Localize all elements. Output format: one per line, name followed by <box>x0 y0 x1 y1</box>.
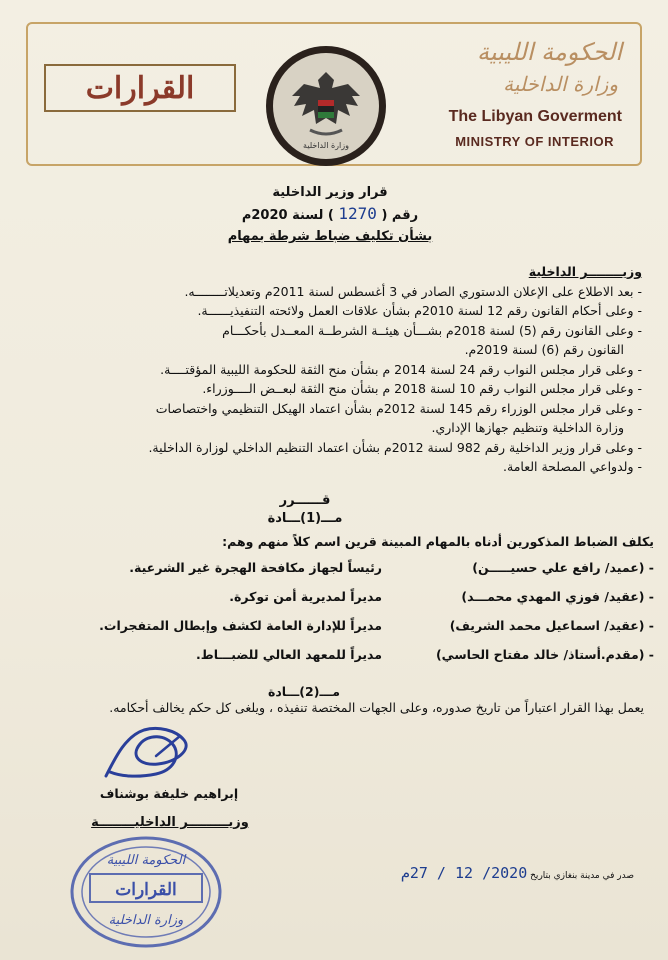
preamble-line: - ولدواعي المصلحة العامة. <box>503 459 642 474</box>
officer-name: - (مقدم.أستاذ/ خالد مفتاح الحاسي) <box>435 647 654 662</box>
preamble <box>26 262 642 477</box>
officer-name: - (عميد/ رافع علي حسيـــــن) <box>472 560 654 575</box>
preamble-line: - وعلى قرار مجلس النواب رقم 24 لسنة 2014 م بشأن منح الثقة للحكومة الليبية المؤقتــــة. <box>160 361 642 377</box>
decides-heading <box>250 492 360 528</box>
article-2-heading: مـــ(2)ـــادة <box>268 684 341 699</box>
decree-number: 1270 <box>338 204 377 223</box>
emblem-text: وزارة الداخلية <box>303 141 349 150</box>
officer-name: - (عقيد/ فوزي المهدي محمـــد) <box>461 589 654 604</box>
preamble-line: - وعلى قرار مجلس الوزراء رقم 145 لسنة 2012م بشأن اعتماد الهيكل التنظيمي واختصاصات <box>155 400 642 416</box>
assignment-text: يكلف الضباط المذكورين أدناه بالمهام المبينة قرين اسم كلاً منهم وهم: <box>222 534 654 549</box>
officer-role: مديراً لمديرية أمن توكرة. <box>229 589 382 604</box>
stamp-center-text: القرارات <box>115 880 177 900</box>
officer-role: مديراً للإدارة العامة لكشف وإبطال المتفجرات. <box>99 618 382 633</box>
signer-title: وزيـــــــــر الداخليــــــــة <box>91 815 249 830</box>
officer-row <box>14 647 654 676</box>
signature-icon <box>96 716 208 788</box>
preamble-heading: وزيــــــــر الداخلية <box>528 264 642 279</box>
signer-name: إبراهيم خليفة بوشناف <box>99 786 239 801</box>
decree-number-suffix: ) لسنة 2020م <box>241 208 334 223</box>
stamp-top-text: الحكومة الليبية <box>106 853 186 868</box>
decides-word: قــــــرر <box>279 493 331 508</box>
gov-name-ar: الحكومة الليبية <box>477 38 622 66</box>
libyan-emblem-icon <box>264 44 388 168</box>
decree-subject: بشأن تكليف ضباط شرطة بمهام <box>227 229 433 244</box>
preamble-line: - بعد الاطلاع على الإعلان الدستوري الصادر في 3 أغسطس لسنة 2011م وتعديلاتــــــــه. <box>184 283 642 299</box>
decree-number-prefix: رقم ( <box>381 208 419 223</box>
decree-title-line: قرار وزير الداخلية <box>272 185 388 200</box>
issue-date-prefix: صدر في مدينة بنغازي بتاريخ <box>530 871 634 881</box>
effect-text: يعمل بهذا القرار اعتباراً من تاريخ صدوره، وعلى الجهات المختصة تنفيذه ، ويلغى كل حكم يخالف أحكامه. <box>109 700 644 715</box>
article-1-heading: مـــ(1)ـــادة <box>267 511 343 526</box>
preamble-line: - وعلى قرار مجلس النواب رقم 10 لسنة 2018 م بشأن منح الثقة لبعــض الــــوزراء. <box>202 381 642 396</box>
preamble-line: وزارة الداخلية وتنظيم جهازها الإداري. <box>431 420 624 435</box>
gov-name-en: The Libyan Goverment <box>448 108 622 125</box>
decree-number-line <box>200 203 460 226</box>
officer-role: مديراً للمعهد العالي للضبـــاط. <box>196 647 382 662</box>
decisions-label-box <box>44 64 236 112</box>
officer-row <box>14 618 654 647</box>
issue-date: 2020/ 12 / 27م <box>400 864 528 882</box>
decisions-label: القرارات <box>85 70 195 106</box>
preamble-line: القانون رقم (6) لسنة 2019م. <box>464 342 624 357</box>
official-stamp-icon <box>68 834 224 950</box>
ministry-name-ar: وزارة الداخلية <box>503 72 618 96</box>
ministry-name-en: MINISTRY OF INTERIOR <box>455 134 614 149</box>
preamble-line: - وعلى القانون رقم (5) لسنة 2018م بشـــأن هيئــة الشرطــة المعــدل بأحكـــام <box>222 322 642 338</box>
officer-row <box>14 589 654 618</box>
preamble-line: - وعلى قرار وزير الداخلية رقم 982 لسنة 2012م بشأن اعتماد التنظيم الداخلي لوزارة الداخلية. <box>148 439 642 455</box>
preamble-line: - وعلى أحكام القانون رقم 12 لسنة 2010م بشأن علاقات العمل ولائحته التنفيذيــــــة. <box>197 303 642 318</box>
letterhead <box>26 22 642 166</box>
officer-role: رئيساً لجهاز مكافحة الهجرة غير الشرعية. <box>129 560 382 575</box>
officer-list <box>14 560 654 676</box>
issue-date-line <box>401 864 634 882</box>
decree-title <box>200 182 460 247</box>
officer-row <box>14 560 654 589</box>
stamp-bottom-text: وزارة الداخلية <box>108 913 184 928</box>
officer-name: - (عقيد/ اسماعيل محمد الشريف) <box>449 618 654 633</box>
